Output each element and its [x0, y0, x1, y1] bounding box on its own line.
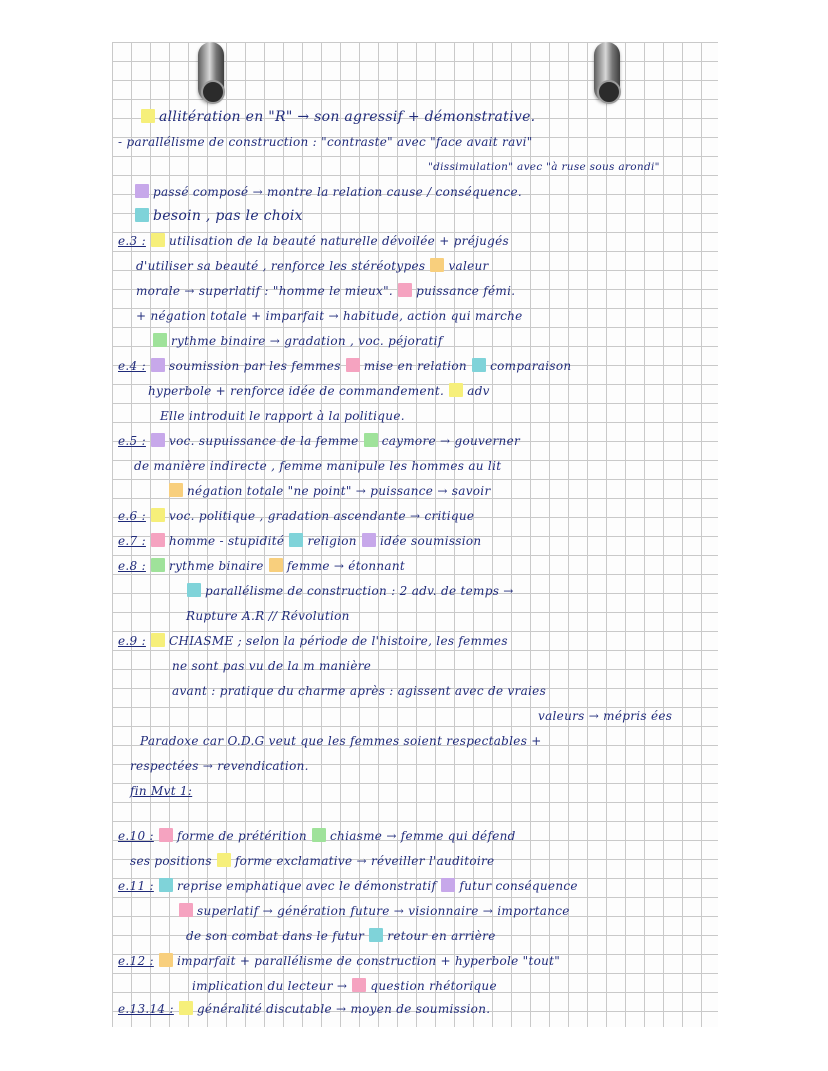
- note-line: e.9 : CHIASME ; selon la période de l'histoire, les femmes: [118, 634, 508, 648]
- highlight-yellow-icon: [141, 109, 155, 123]
- highlight-teal-icon: [289, 533, 303, 547]
- note-line: ses positions forme exclamative → réveiller l'auditoire: [130, 854, 495, 868]
- highlight-yellow-icon: [151, 633, 165, 647]
- note-line: e.5 : voc. supuissance de la femme caymore → gouverner: [118, 434, 521, 448]
- note-line: implication du lecteur → question rhétorique: [192, 979, 497, 993]
- note-line: e.3 : utilisation de la beauté naturelle dévoilée + préjugés: [118, 234, 509, 248]
- highlight-green-icon: [153, 333, 167, 347]
- highlight-green-icon: [312, 828, 326, 842]
- highlight-orange-icon: [430, 258, 444, 272]
- highlight-yellow-icon: [151, 233, 165, 247]
- highlight-orange-icon: [159, 953, 173, 967]
- note-line: e.6 : voc. politique , gradation ascendante → critique: [118, 509, 475, 523]
- highlight-yellow-icon: [151, 508, 165, 522]
- note-line: rythme binaire → gradation , voc. péjoratif: [152, 332, 443, 351]
- note-line: e.12 : imparfait + parallélisme de construction + hyperbole "tout": [118, 954, 561, 968]
- highlight-yellow-icon: [217, 853, 231, 867]
- highlight-yellow-icon: [179, 1001, 193, 1015]
- note-line: respectées → revendication.: [130, 759, 309, 773]
- highlight-pink-icon: [151, 533, 165, 547]
- note-line: Rupture A.R // Révolution: [186, 609, 350, 623]
- note-line: parallélisme de construction : 2 adv. de temps →: [186, 582, 514, 601]
- note-line: hyperbole + renforce idée de commandement. adv: [148, 384, 490, 398]
- note-line: - parallélisme de construction : "contraste" avec "face avait ravi": [118, 135, 533, 149]
- note-line: de manière indirecte , femme manipule les hommes au lit: [134, 459, 502, 473]
- highlight-pink-icon: [346, 358, 360, 372]
- highlight-green-icon: [151, 558, 165, 572]
- highlight-orange-icon: [169, 483, 183, 497]
- note-line: e.13.14 : généralité discutable → moyen de soumission.: [118, 1002, 491, 1016]
- note-line: allitération en "R" → son agressif + démonstrative.: [140, 108, 535, 127]
- note-line: Paradoxe car O.D.G veut que les femmes soient respectables +: [140, 734, 542, 748]
- highlight-teal-icon: [472, 358, 486, 372]
- highlight-pink-icon: [352, 978, 366, 992]
- highlight-teal-icon: [369, 928, 383, 942]
- note-line: e.10 : forme de prétérition chiasme → femme qui défend: [118, 829, 516, 843]
- note-line: e.11 : reprise emphatique avec le démonstratif futur conséquence: [118, 879, 578, 893]
- note-line: de son combat dans le futur retour en arrière: [186, 929, 496, 943]
- note-line: superlatif → génération future → visionnaire → importance: [178, 902, 570, 921]
- highlight-purple-icon: [151, 433, 165, 447]
- note-line: besoin , pas le choix: [134, 207, 303, 226]
- note-line: passé composé → montre la relation cause / conséquence.: [134, 183, 522, 202]
- highlight-teal-icon: [187, 583, 201, 597]
- note-line: fin Mvt 1:: [130, 784, 193, 798]
- highlight-pink-icon: [179, 903, 193, 917]
- note-line: e.4 : soumission par les femmes mise en relation comparaison: [118, 359, 572, 373]
- note-line: avant : pratique du charme après : agissent avec de vraies: [172, 684, 547, 698]
- note-line: ne sont pas vu de la m manière: [172, 659, 372, 673]
- highlight-purple-icon: [151, 358, 165, 372]
- highlight-yellow-icon: [449, 383, 463, 397]
- highlight-teal-icon: [159, 878, 173, 892]
- note-line: "dissimulation" avec "à ruse sous arondi": [428, 161, 660, 173]
- note-line: négation totale "ne point" → puissance → savoir: [168, 482, 490, 501]
- highlight-purple-icon: [441, 878, 455, 892]
- highlight-teal-icon: [135, 208, 149, 222]
- note-line: Elle introduit le rapport à la politique.: [160, 409, 405, 423]
- highlight-pink-icon: [159, 828, 173, 842]
- highlight-pink-icon: [398, 283, 412, 297]
- note-line: + négation totale + imparfait → habitude, action qui marche: [136, 309, 523, 323]
- highlight-green-icon: [364, 433, 378, 447]
- note-line: valeurs → mépris ées: [538, 709, 673, 723]
- highlight-purple-icon: [362, 533, 376, 547]
- highlight-orange-icon: [269, 558, 283, 572]
- note-line: e.8 : rythme binaire femme → étonnant: [118, 559, 406, 573]
- note-line: d'utiliser sa beauté , renforce les stéréotypes valeur: [136, 259, 489, 273]
- highlight-purple-icon: [135, 184, 149, 198]
- note-line: morale → superlatif : "homme le mieux". puissance fémi.: [136, 284, 516, 298]
- note-line: e.7 : homme - stupidité religion idée soumission: [118, 534, 482, 548]
